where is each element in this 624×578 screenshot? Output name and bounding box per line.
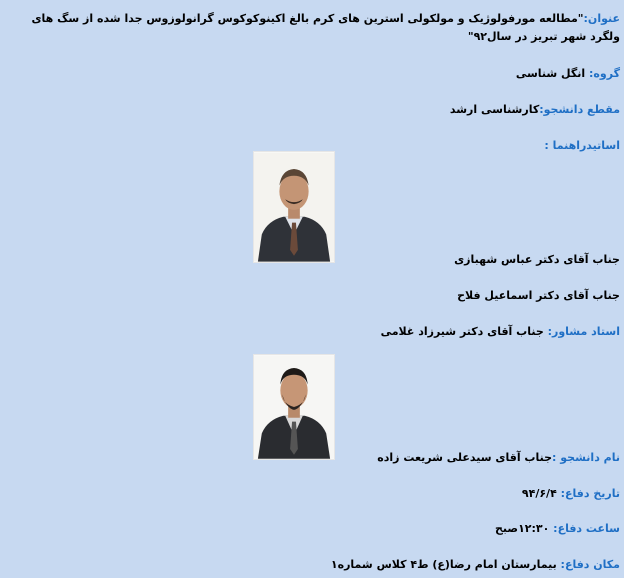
degree-label: مقطع دانشجو: <box>539 103 620 116</box>
defense-place-value: بیمارستان امام رضا(ع) ط۴ کلاس شماره۱ <box>330 558 557 571</box>
supervisor-1-row <box>4 252 620 268</box>
supervisor-2-row <box>4 288 620 304</box>
defense-date-label: تاریخ دفاع: <box>560 487 620 500</box>
student-portrait-icon <box>254 355 334 459</box>
degree-value: کارشناسی ارشد <box>449 103 540 116</box>
degree-row <box>4 102 620 118</box>
advisor-value: جناب آقای دکتر شیرزاد غلامی <box>380 325 544 338</box>
title-label: عنوان: <box>583 12 620 25</box>
supervisor-photo <box>253 151 335 263</box>
defense-time-value: ۱۲:۳۰صبح <box>495 522 550 535</box>
student-value: جناب آقای سیدعلی شریعت زاده <box>377 451 553 464</box>
group-label: گروه: <box>589 67 620 80</box>
defense-place-label: مکان دفاع: <box>560 558 620 571</box>
defense-date-value: ۹۴/۶/۴ <box>521 487 557 500</box>
supervisors-label: اساتیدراهنما : <box>544 139 620 152</box>
student-label: نام دانشجو : <box>552 451 620 464</box>
defense-time-row <box>4 521 620 537</box>
advisor-row <box>4 324 620 340</box>
defense-time-label: ساعت دفاع: <box>553 522 620 535</box>
defense-date-row <box>4 486 620 502</box>
title-value: "مطالعه مورفولوژیک و مولکولی استرین های کرم بالغ اکینوکوکوس گرانولوزوس جدا شده از سگ های ولگرد شهر تبریز در سال۹۲" <box>31 12 620 43</box>
group-row <box>4 66 620 82</box>
thesis-title <box>4 10 620 46</box>
supervisor-2-name: جناب آقای دکتر اسماعیل فلاح <box>457 289 620 302</box>
advisor-label: استاد مشاور: <box>547 325 620 338</box>
defense-place-row <box>4 557 620 573</box>
student-row <box>4 450 620 466</box>
student-photo <box>253 354 335 460</box>
supervisor-portrait-icon <box>254 152 334 262</box>
group-value: انگل شناسی <box>515 67 586 80</box>
supervisor-1-name: جناب آقای دکتر عباس شهبازی <box>454 253 620 266</box>
